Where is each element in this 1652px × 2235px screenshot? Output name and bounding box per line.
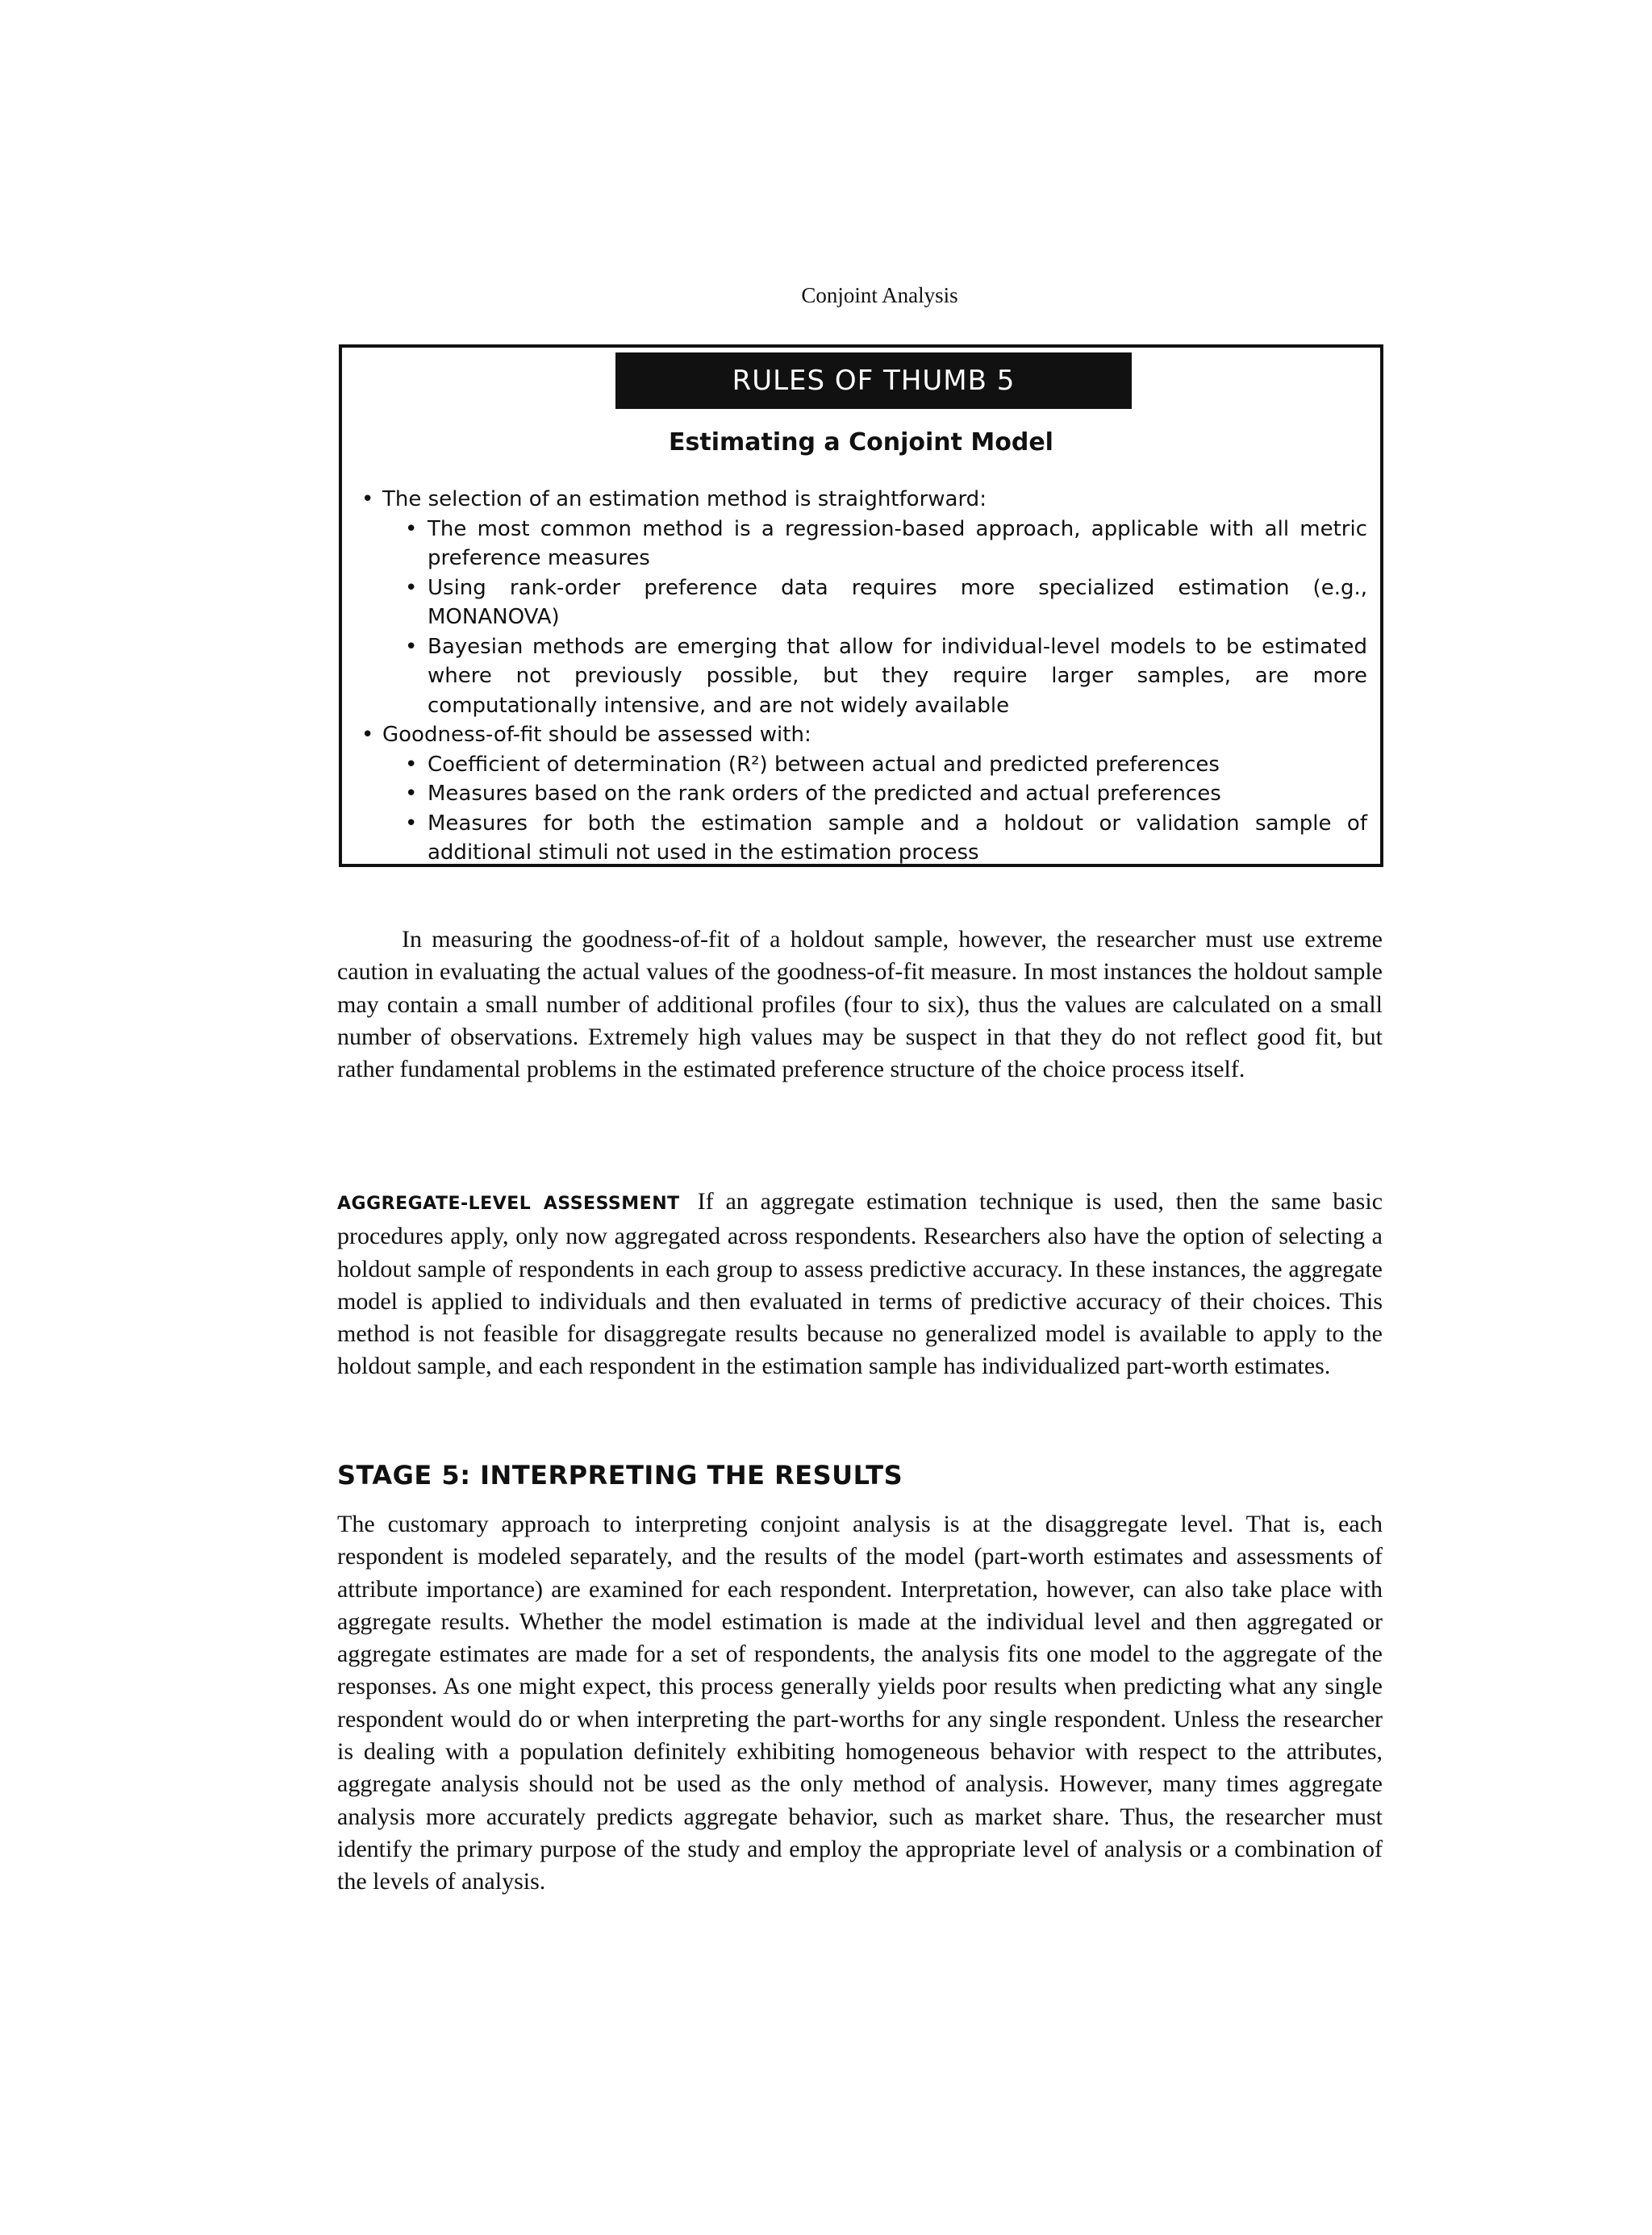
rules-title: Estimating a Conjoint Model	[669, 428, 1053, 457]
aggregate-text: If an aggregate estimation technique is used, then the same basic procedures apply, only now aggregated across respondents. Researchers also have the option of selecting a holdout sample of respondents in each group to assess predictive accuracy. In these instances, the aggregate model is applied to individuals and then evaluated in terms of predictive accuracy of their choices. This method is not feasible for disaggregate results because no generalized model is available to apply to the holdout sample, and each respondent in the estimation sample has individualized part-worth estimates.	[337, 1188, 1383, 1380]
running-header: Conjoint Analysis	[801, 283, 958, 307]
rules-subitem-text: Using rank-order preference data requires more specialized estimation (e.g., MONANOVA)	[428, 575, 1367, 629]
aggregate-paragraph	[337, 1186, 1383, 1383]
rules-item	[361, 720, 1367, 868]
bullet-icon: •	[405, 634, 418, 659]
rules-sublist	[382, 750, 1367, 868]
rules-subitem	[382, 573, 1367, 632]
rules-subitem-text: Bayesian methods are emerging that allow for individual-level models to be estimated where not previously possible, but they require larger samples, are more computationally intensive, and are not widely available	[428, 634, 1367, 718]
rules-sublist	[382, 515, 1367, 721]
bullet-icon: •	[361, 723, 374, 747]
rules-subitem-text: The most common method is a regression-based approach, applicable with all metric preference measures	[428, 516, 1367, 570]
bullet-icon: •	[405, 811, 418, 836]
rules-item-text: The selection of an estimation method is straightforward:	[382, 487, 987, 511]
rules-list	[361, 485, 1367, 868]
body-paragraph: In measuring the goodness-of-fit of a holdout sample, however, the researcher must use extreme caution in evaluating the actual values of the goodness-of-fit measure. In most instances the holdout sample may contain a small number of additional profiles (four to six), thus the values are calculated on a small number of observations. Extremely high values may be suspect in that they do not reflect good fit, but rather fundamental problems in the estimated preference structure of the choice process itself.	[337, 926, 1383, 1083]
bullet-icon: •	[405, 782, 418, 806]
rules-item-text: Goodness-of-fit should be assessed with:	[382, 723, 811, 747]
rules-subitem	[382, 779, 1367, 809]
bullet-icon: •	[405, 575, 418, 600]
rules-subitem-text: Measures based on the rank orders of the predicted and actual preferences	[428, 782, 1221, 806]
rules-subitem	[382, 809, 1367, 868]
section-heading: STAGE 5: INTERPRETING THE RESULTS	[337, 1460, 903, 1491]
rules-subitem	[382, 750, 1367, 780]
bullet-icon: •	[361, 487, 374, 511]
run-in-heading: AGGREGATE-LEVEL ASSESSMENT	[337, 1194, 680, 1214]
bullet-icon: •	[405, 516, 418, 541]
body-paragraph: The customary approach to interpreting conjoint analysis is at the disaggregate level. That is, each respondent is modeled separately, and the results of the model (part-worth estimates and assessments of attribute importance) are examined for each respondent. Interpretation, however, can also take place with aggregate results. Whether the model estimation is made at the individual level and then aggregated or aggregate estimates are made for a set of respondents, the analysis fits one model to the aggregate of the responses. As one might expect, this process generally yields poor results when predicting what any single respondent would do or when interpreting the part-worths for any single respondent. Unless the researcher is dealing with a population definitely exhibiting homogeneous behavior with respect to the attributes, aggregate analysis should not be used as the only method of analysis. However, many times aggregate analysis more accurately predicts aggregate behavior, such as market share. Thus, the researcher must identify the primary purpose of the study and employ the appropriate level of analysis or a combination of the levels of analysis.	[337, 1511, 1383, 1895]
rules-subitem-text: Coefficient of determination (R²) between actual and predicted preferences	[428, 752, 1220, 777]
rules-item	[361, 485, 1367, 720]
rules-subitem	[382, 515, 1367, 573]
bullet-icon: •	[405, 752, 418, 777]
rules-subitem-text: Measures for both the estimation sample and a holdout or validation sample of additional stimuli not used in the estimation process	[428, 811, 1367, 865]
rules-of-thumb-box	[339, 344, 1383, 867]
rules-subitem	[382, 632, 1367, 721]
rules-banner: RULES OF THUMB 5	[615, 352, 1132, 409]
